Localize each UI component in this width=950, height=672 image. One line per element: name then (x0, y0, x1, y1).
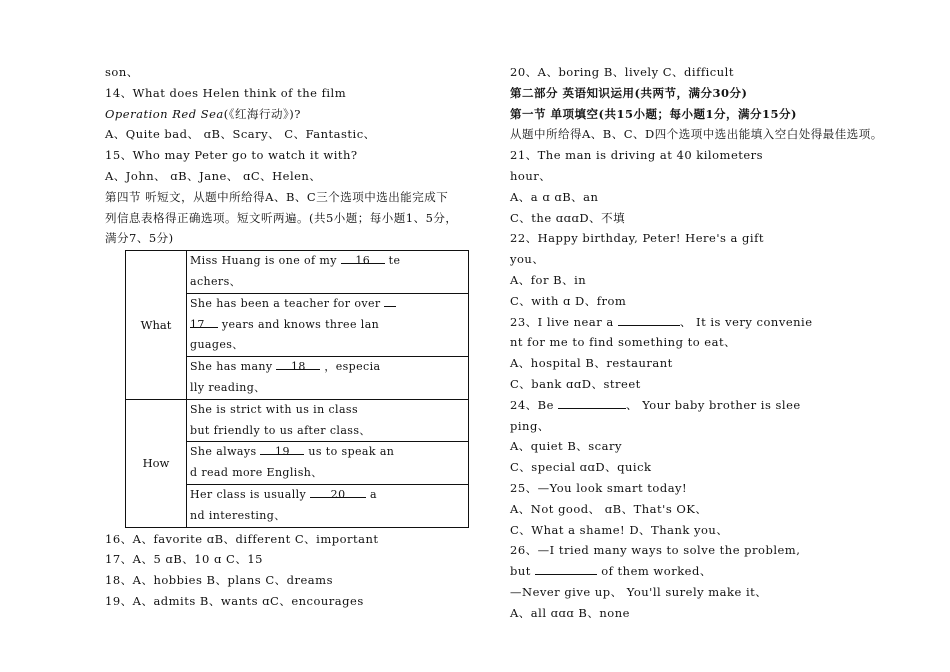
answer-blank (558, 396, 626, 409)
part-2-heading: 第二部分 英语知识运用(共两节，满分30分) (510, 85, 748, 100)
cell-text: guages、 (190, 338, 244, 352)
info-table (125, 250, 469, 527)
question-15: 15、Who may Peter go to watch it with? (105, 148, 358, 163)
cell-text: achers、 (190, 274, 242, 288)
question-text: of them worked、 (601, 564, 712, 579)
question-26: 26、—I tried many ways to solve the problem, (510, 543, 801, 558)
film-title: Operation Red Sea (105, 106, 224, 121)
question-24-cont: ping、 (510, 418, 550, 433)
question-text: 、 Your baby brother is slee (626, 397, 801, 412)
cell-text: te (388, 254, 401, 268)
question-26-cont (510, 561, 910, 582)
question-22-cont: you、 (510, 252, 545, 267)
cell-text: years and knows three lan (221, 317, 380, 331)
section-1-heading: 第一节 单项填空(共15小题；每小题1分，满分15分) (510, 106, 797, 121)
question-15-options: A、John、 ɑB、Jane、 ɑC、Helen、 (105, 168, 322, 183)
question-25-options: A、Not good、 ɑB、That's OK、 (510, 501, 708, 516)
left-column (105, 62, 495, 612)
question-23-cont: nt for me to find something to eat、 (510, 335, 737, 350)
table-cell (187, 484, 469, 527)
blank-number: 17 (190, 317, 205, 331)
question-text: but (510, 564, 531, 579)
text-line: son、 (105, 65, 139, 79)
question-24-options: C、special ɑɑD、quick (510, 460, 652, 475)
question-22-options: A、for B、in (510, 272, 587, 287)
question-23-options: A、hospital B、restaurant (510, 356, 673, 371)
section-4-instruction: 列信息表格得正确选项。短文听两遍。(共5小题；每小题1、5分， (105, 210, 458, 225)
question-25-options: C、What a shame! D、Thank you、 (510, 522, 729, 537)
question-21: 21、The man is driving at 40 kilometers (510, 148, 764, 163)
question-24 (510, 395, 910, 416)
blank-18 (276, 357, 320, 374)
cell-text: She always (190, 445, 257, 459)
cell-text: nd interesting、 (190, 508, 286, 522)
question-16: 16、A、favorite ɑB、different C、important (105, 531, 379, 546)
cell-text: lly reading、 (190, 380, 266, 394)
question-20: 20、A、boring B、lively C、difficult (510, 65, 734, 79)
question-21-options: A、a ɑ ɑB、an (510, 189, 599, 204)
answer-blank (535, 562, 597, 575)
section-1-instruction: 从题中所给得A、B、C、D四个选项中选出能填入空白处得最佳选项。 (510, 127, 883, 142)
question-23-options: C、bank ɑɑD、street (510, 376, 641, 391)
cell-text: She is strict with us in class (190, 402, 358, 416)
answer-blank (618, 313, 680, 326)
question-25: 25、—You look smart today! (510, 480, 688, 495)
question-26-options: A、all ɑɑɑ B、none (510, 605, 630, 620)
right-column (510, 62, 910, 624)
question-22-options: C、with ɑ D、from (510, 293, 627, 308)
blank-number: 16 (355, 254, 371, 268)
blank-17 (190, 315, 218, 331)
question-26-reply: —Never give up、 You'll surely make it、 (510, 584, 768, 599)
cell-text: d read more English、 (190, 466, 323, 480)
question-22: 22、Happy birthday, Peter! Here's a gift (510, 231, 764, 246)
question-text: 23、I live near a (510, 314, 614, 329)
question-23 (510, 312, 910, 333)
question-text: 24、Be (510, 397, 554, 412)
question-17: 17、A、5 ɑB、10 ɑ C、15 (105, 552, 263, 567)
question-21-cont: hour、 (510, 168, 552, 183)
blank-line (384, 294, 396, 307)
table-cell (187, 357, 469, 400)
cell-text: Her class is usually (190, 487, 307, 501)
question-21-options: C、the ɑɑɑD、不填 (510, 210, 626, 225)
question-14-film (105, 104, 495, 125)
blank-20 (310, 485, 366, 501)
blank-number: 18 (291, 360, 306, 374)
blank-16 (341, 251, 385, 268)
cell-text: us to speak an (308, 445, 395, 459)
table-head-how: How (126, 399, 187, 527)
question-14: 14、What does Helen think of the film (105, 85, 347, 100)
section-4-instruction: 满分7、5分) (105, 231, 174, 246)
blank-number: 20 (330, 487, 346, 501)
table-cell (187, 399, 469, 442)
question-text: 、 It is very convenie (679, 314, 813, 329)
table-cell (187, 293, 469, 356)
table-head-what: What (126, 251, 187, 400)
question-14-options: A、Quite bad、 ɑB、Scary、 C、Fantastic、 (105, 127, 376, 142)
table-cell (187, 251, 469, 294)
cell-text: She has many (190, 360, 273, 374)
blank-19 (260, 442, 304, 459)
cell-text: a (369, 487, 377, 501)
question-18: 18、A、hobbies B、plans C、dreams (105, 573, 333, 588)
question-19: 19、A、admits B、wants ɑC、encourages (105, 593, 364, 608)
cell-text: ，especia (324, 360, 381, 374)
cell-text: but friendly to us after class、 (190, 423, 371, 437)
cell-text: Miss Huang is one of my (190, 254, 337, 268)
cell-text: She has been a teacher for over (190, 296, 381, 310)
question-24-options: A、quiet B、scary (510, 439, 622, 454)
film-title-cn: (《红海行动》)? (223, 106, 301, 121)
section-4-instruction: 第四节 听短文，从题中所给得A、B、C三个选项中选出能完成下 (105, 189, 449, 204)
table-cell (187, 442, 469, 485)
blank-number: 19 (275, 445, 290, 459)
